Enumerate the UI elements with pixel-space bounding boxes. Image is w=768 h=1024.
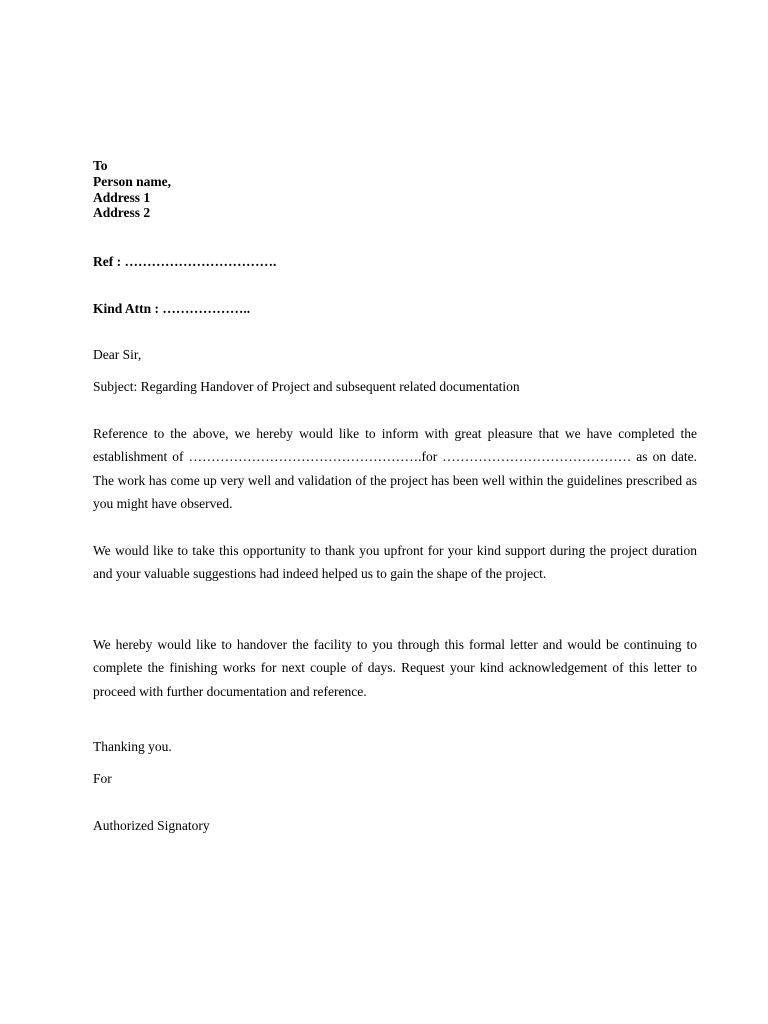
recipient-address-block — [93, 158, 697, 221]
kind-attn-line — [93, 300, 250, 318]
kind-attn-label: Kind Attn : — [93, 301, 160, 316]
recipient-name: Person name, — [93, 173, 171, 189]
ref-label: Ref : — [93, 254, 122, 269]
ref-line — [93, 253, 276, 271]
body-paragraph-2: We would like to take this opportunity to thank you upfront for your kind support during the project duration and your valuable suggestions had indeed helped us to gain the shape of the project. — [93, 543, 697, 582]
ref-value: ……………………………. — [124, 254, 277, 269]
salutation: Dear Sir, — [93, 347, 142, 362]
to-label: To — [93, 158, 108, 173]
authorized-signatory: Authorized Signatory — [93, 818, 210, 833]
subject-line: Subject: Regarding Handover of Project and subsequent related documentation — [93, 379, 520, 394]
kind-attn-value: ……………….. — [162, 301, 251, 316]
body-paragraph-3: We hereby would like to handover the facility to you through this formal letter and would be continuing to complete the finishing works for next couple of days. Request your kind acknowledgement of this letter to proceed with further documentation and reference. — [93, 637, 697, 699]
body-paragraph-1: Reference to the above, we hereby would like to inform with great pleasure that we have completed the establishment of …………………………………………….for …………………………………… as on date. The work has come up very well and validation of the project has been well within the guidelines prescribed as you might have observed. — [93, 426, 697, 512]
recipient-address-line-2: Address 2 — [93, 205, 151, 221]
for-label: For — [93, 771, 112, 786]
closing-line: Thanking you. — [93, 739, 172, 754]
recipient-address-line-1: Address 1 — [93, 189, 151, 205]
